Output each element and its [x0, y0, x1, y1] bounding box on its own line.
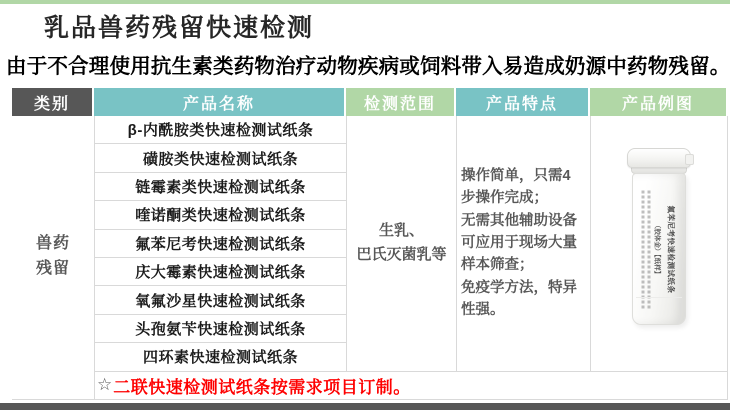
category-line: 残留: [35, 260, 70, 278]
detection-range-cell: [346, 116, 456, 372]
product-row: 氧氟沙星快速检测试纸条: [95, 286, 346, 314]
product-bottle-photo: [619, 148, 699, 325]
product-row: 头孢氨苄快速检测试纸条: [95, 315, 346, 343]
bottle-body: [632, 173, 686, 325]
bottle-label-title: 氟苯尼考快速检测试纸条: [666, 205, 676, 293]
product-name-list: [94, 116, 346, 372]
header-product-features: 产品特点: [456, 88, 590, 116]
feature-line: 操作简单，只需4: [461, 167, 571, 184]
range-line: 生乳、: [378, 222, 424, 240]
header-product-name: 产品名称: [94, 88, 346, 116]
bottom-accent-bar: [0, 403, 730, 410]
range-line: 巴氏灭菌乳等: [356, 246, 447, 264]
bottle-label: [633, 174, 685, 324]
product-row: 四环素快速检测试纸条: [95, 343, 346, 371]
bottle-label-smallprint: [642, 190, 645, 308]
product-row: 磺胺类快速检测试纸条: [95, 144, 346, 172]
header-detection-range: 检测范围: [346, 88, 456, 116]
feature-line: 无需其他辅助设备: [461, 212, 577, 229]
header-product-image: 产品例图: [590, 88, 728, 116]
page-title: 乳品兽药残留快速检测: [44, 14, 315, 42]
feature-line: 可应用于现场大量: [461, 235, 577, 252]
intro-text: 由于不合理使用抗生素类药物治疗动物疾病或饲料带入易造成奶源中药物残留。: [6, 55, 730, 78]
product-image-cell: [590, 116, 728, 372]
product-row: 庆大霉素快速检测试纸条: [95, 258, 346, 286]
bottle-label-smallprint: [648, 190, 651, 308]
product-row: 氟苯尼考快速检测试纸条: [95, 230, 346, 258]
category-cell: [12, 116, 94, 400]
feature-line: 性强。: [461, 302, 505, 319]
category-line: 兽药: [35, 235, 70, 253]
product-features-cell: [456, 116, 590, 372]
product-row: 链霉素类快速检测试纸条: [95, 173, 346, 201]
feature-line: 步操作完成；: [461, 190, 548, 207]
product-row: β-内酰胺类快速检测试纸条: [95, 116, 346, 144]
product-row: 喹诺酮类快速检测试纸条: [95, 201, 346, 229]
star-icon: ☆: [97, 375, 113, 395]
top-accent-bar: [0, 0, 730, 4]
bottle-label-subtitle: （胶体金）【纸样】: [653, 221, 661, 277]
order-note-text: 二联快速检测试纸条按需求项目订制。: [113, 377, 411, 397]
product-table: [12, 88, 728, 400]
bottle-cap: [627, 148, 691, 168]
header-category: 类别: [12, 88, 94, 116]
feature-line: 免疫学方法，特异: [461, 279, 577, 296]
order-note: [94, 372, 728, 400]
feature-line: 样本筛查；: [461, 257, 534, 274]
